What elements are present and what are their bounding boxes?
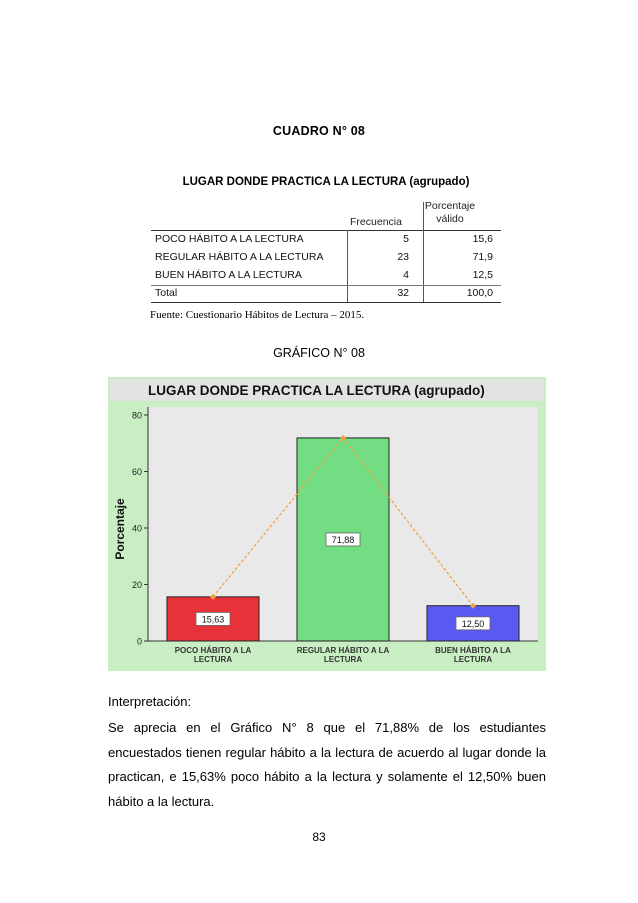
page-number: 83 [312, 830, 326, 844]
x-tick-label: LECTURA [453, 655, 493, 664]
row-porcentaje: 71,9 [472, 251, 493, 263]
y-tick-label: 80 [131, 410, 142, 421]
column-header-porcentaje-line2: válido [436, 213, 464, 225]
data-label: 12,50 [461, 618, 485, 629]
x-axis-labels [175, 646, 511, 664]
row-porcentaje: 15,6 [472, 233, 493, 245]
interpretation-heading: Interpretación: [108, 694, 192, 709]
x-tick-label: REGULAR HÁBITO A LA [296, 646, 390, 655]
row-porcentaje: 12,5 [472, 269, 493, 281]
row-frecuencia: 5 [403, 233, 409, 245]
chart-title: LUGAR DONDE PRACTICA LA LECTURA (agrupado) [148, 383, 485, 398]
x-tick-label: LECTURA [323, 655, 363, 664]
table-row [151, 231, 501, 249]
x-tick-label: POCO HÁBITO A LA [174, 646, 252, 655]
row-porcentaje: 100,0 [466, 287, 493, 299]
table-row [151, 249, 501, 267]
table-row-total [151, 285, 501, 303]
data-label: 15,63 [201, 614, 225, 625]
row-frecuencia: 4 [403, 269, 409, 281]
column-header-frecuencia: Frecuencia [350, 216, 402, 228]
y-tick-label: 40 [131, 523, 142, 534]
x-tick-label: BUEN HÁBITO A LA [435, 646, 511, 655]
row-label: POCO HÁBITO A LA LECTURA [155, 233, 304, 245]
y-tick-label: 60 [131, 467, 142, 477]
row-frecuencia: 23 [397, 251, 409, 263]
grafico-title: GRÁFICO N° 08 [273, 346, 365, 360]
y-axis-title: Porcentaje [113, 498, 127, 560]
y-tick-label: 20 [131, 580, 142, 590]
source-note: Fuente: Cuestionario Hábitos de Lectura – 2015. [150, 309, 365, 321]
table-row [151, 267, 501, 285]
table-title: LUGAR DONDE PRACTICA LA LECTURA (agrupado) [182, 176, 470, 188]
interpretation-body: Se aprecia en el Gráfico N° 8 que el 71,88% de los estudiantes encuestados tienen regular hábito a la lectura de acuerdo al lugar donde la practican, e 15,63% poco hábito a la lectura y solamente el 12,50% buen hábito a la lectura. [108, 720, 546, 809]
column-header-porcentaje-line1: Porcentaje [424, 200, 476, 212]
row-label: REGULAR HÁBITO A LA LECTURA [155, 251, 324, 263]
row-label: BUEN HÁBITO A LA LECTURA [155, 269, 302, 281]
x-tick-label: LECTURA [193, 655, 233, 664]
frequency-table [147, 172, 505, 303]
row-frecuencia: 32 [397, 287, 409, 299]
column-header-porcentaje [415, 200, 485, 226]
bar-chart [108, 377, 546, 671]
data-label: 71,88 [331, 534, 355, 545]
table-bottom-rule [151, 302, 501, 303]
row-label: Total [155, 287, 178, 299]
y-tick-label: 0 [136, 636, 142, 647]
cuadro-title: CUADRO N° 08 [272, 124, 366, 138]
